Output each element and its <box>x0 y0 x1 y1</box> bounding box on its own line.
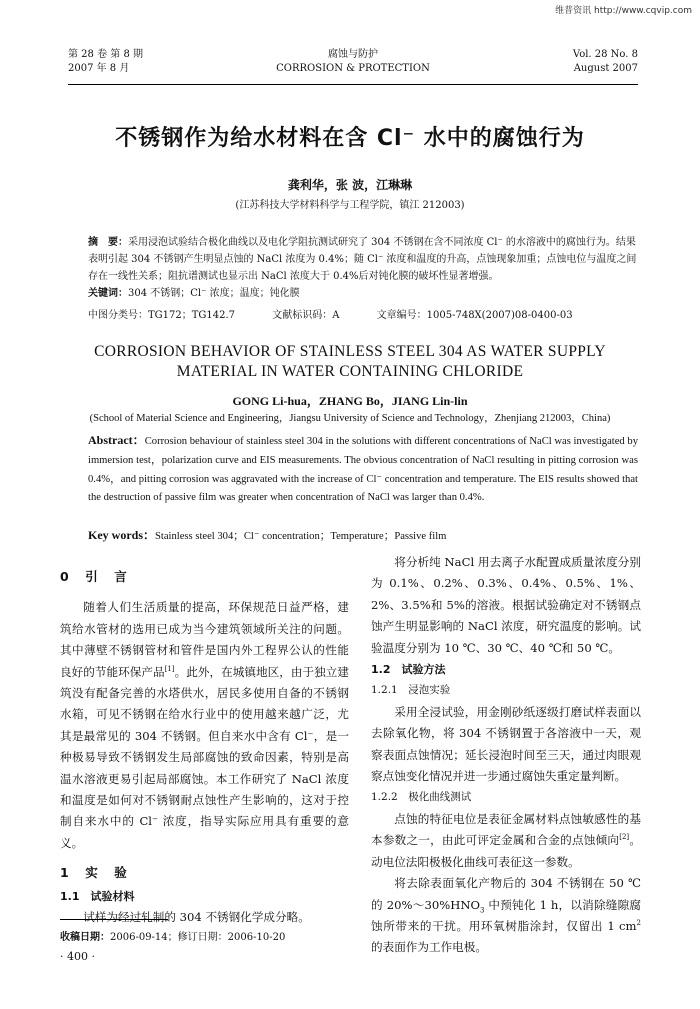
footnote-text: 2006-09-14；修订日期：2006-10-20 <box>110 932 286 943</box>
polarization-text: 点蚀的特征电位是表征金属材料点蚀敏感性的基本参数之一，由此可评定金属和合金的点蚀倾向 <box>371 811 641 848</box>
electrode-text-b: 中预钝化 1 h，以消除缝隙腐蚀所带来的干扰。用环氧树脂涂封，仅留出 1 cm <box>371 897 641 933</box>
intro-paragraph <box>60 597 349 854</box>
page-number: · 400 · <box>60 950 95 963</box>
journal-name-en: CORROSION & PROTECTION <box>276 63 430 74</box>
abstract-cn <box>88 234 638 302</box>
subsection-heading-materials: 1.1 试验材料 <box>60 889 135 903</box>
immersion-paragraph: 采用全浸试验，用金刚砂纸逐级打磨试样表面以去除氧化物，将 304 不锈钢置于各溶液中一天，观察表面点蚀情况；延长浸泡时间至三天，通过肉眼观察点蚀变化情况并进一步通过腐蚀失重定量判断。 <box>371 704 641 784</box>
article-number: 文章编号：1005-748X(2007)08-0400-03 <box>376 310 573 321</box>
date-cn: 2007 年 8 月 <box>68 63 130 74</box>
keywords-en-text: Stainless steel 304；Cl⁻ concentration；Temperature；Passive film <box>155 531 447 542</box>
date-en: August 2007 <box>573 63 638 74</box>
affiliation-cn: (江苏科技大学材料科学与工程学院，镇江 212003) <box>235 200 465 211</box>
abstract-cn-text: 采用浸泡试验结合极化曲线以及电化学阻抗测试研究了 304 不锈钢在含不同浓度 Cl⁻ 的水溶液中的腐蚀行为。结果表明引起 304 不锈钢产生明显点蚀的 NaCl 浓度为 0.4%；随 Cl⁻ 浓度和温度的升高，点蚀现象加重；点蚀电位与温度之间存在一线性关系；阻抗谱测试也显示出 NaCl 浓度大于 0.4%后对钝化膜的破坏性显著增强。 <box>88 237 637 282</box>
paper-title-cn: 不锈钢作为给水材料在含 Cl⁻ 水中的腐蚀行为 <box>115 126 585 151</box>
title-en-line2: MATERIAL IN WATER CONTAINING CHLORIDE <box>176 363 524 380</box>
subsubsection-heading-immersion: 1.2.1 浸泡实验 <box>371 684 451 697</box>
electrode-text-c: 的表面作为工作电极。 <box>371 940 487 955</box>
right-column <box>371 552 641 959</box>
volume-cn: 第 28 卷 第 8 期 <box>68 49 143 60</box>
abstract-cn-body <box>88 234 638 285</box>
document-code: 文献标识码：A <box>272 310 340 321</box>
electrode-paragraph <box>371 873 641 959</box>
header-center <box>68 48 638 76</box>
authors-en: GONG Li-hua，ZHANG Bo，JIANG Lin-lin <box>232 394 468 408</box>
citation-ref[interactable]: [1] <box>164 664 175 673</box>
abstract-en-text: Corrosion behaviour of stainless steel 304 in the solutions with different concentrations of NaCl was investigated by immersion test，polarization curve and EIS measurements. The obvious concentration of NaCl resulting in pitting corrosion was 0.4%，and pitting corrosion was aggravated with the increase of Cl⁻ concentration and temperature. The EIS results showed that the destruction of passive film was greater when concentration of NaCl was larger than 0.4%. <box>88 436 638 504</box>
materials-paragraph: 试样为经过轧制的 304 不锈钢化学成分略。 <box>83 910 310 925</box>
polarization-paragraph <box>371 809 641 873</box>
classification-line <box>88 306 638 321</box>
header-rule <box>68 84 638 85</box>
keywords-en-label: Key words： <box>88 528 155 542</box>
received-date-footnote <box>60 928 285 943</box>
abstract-en-label: Abstract： <box>88 433 145 447</box>
electrode-text-a: 将去除表面氧化产物后的 304 不锈钢在 50 ℃的 20%～30%HNO <box>371 876 641 912</box>
solution-paragraph: 将分析纯 NaCl 用去离子水配置成质量浓度分别为 0.1%、0.2%、0.3%、0.4%、0.5%、1%、2%、3.5%和 5%的溶液。根据试验确定对不锈钢点蚀产生明显影响的 NaCl 浓度，研究温度的影响。试验温度分别为 10 ℃、30 ℃、40 ℃和 50 ℃。 <box>371 555 641 655</box>
running-header <box>68 48 638 84</box>
polarization-text-tail: 。动电位法阳极极化曲线可表征这一参数。 <box>371 833 641 869</box>
subsection-heading-method: 1.2 试验方法 <box>371 663 446 677</box>
abstract-en <box>88 431 638 508</box>
section-heading-introduction: 0 引 言 <box>60 569 129 584</box>
subscript: 3 <box>480 905 485 914</box>
intro-text: 随着人们生活质量的提高，环保规范日益严格，建筑给水管材的选用已成为当今建筑领域所关注的问题。其中薄壁不锈钢管材和管件是国内外工程界公认的性能良好的节能环保产品 <box>60 600 349 679</box>
footnote-rule <box>60 919 168 920</box>
abstract-cn-label: 摘 要： <box>88 237 128 248</box>
keywords-en <box>88 526 638 543</box>
clc-number: 中图分类号：TG172；TG142.7 <box>88 310 236 321</box>
footnote-label: 收稿日期： <box>60 932 110 943</box>
title-en-line1: CORROSION BEHAVIOR OF STAINLESS STEEL 304 AS WATER SUPPLY <box>94 343 606 360</box>
authors-cn: 龚利华，张 波，江琳琳 <box>287 178 413 192</box>
header-right <box>573 48 638 76</box>
keywords-cn-label: 关键词： <box>88 288 128 299</box>
subsubsection-heading-polarization: 1.2.2 极化曲线测试 <box>371 791 472 804</box>
left-column <box>60 552 349 929</box>
citation-ref[interactable]: [2] <box>619 833 630 842</box>
watermark: 维普资讯 http://www.cqvip.com <box>555 6 692 16</box>
keywords-cn-text: 304 不锈钢；Cl⁻ 浓度；温度；钝化膜 <box>128 288 300 299</box>
keywords-cn <box>88 285 638 302</box>
superscript: 2 <box>636 919 641 928</box>
intro-text-cont: 。此外，在城镇地区，由于独立建筑没有配备完善的水塔供水，居民多使用自备的不锈钢水箱，可见不锈钢在给水行业中的使用越来越广泛，尤其是最常见的 304 不锈钢。但自来水中含有 Cl⁻，是一种极易导致不锈钢发生局部腐蚀的致命因素，特别是高温水溶液更易引起局部腐蚀。本工作研究了 NaCl 浓度和温度是如何对不锈钢耐点蚀性产生影响的，这对于控制自来水中的 Cl⁻ 浓度，指导实际应用具有重要的意义。 <box>60 664 349 850</box>
section-heading-experiment: 1 实 验 <box>60 865 129 881</box>
affiliation-en: (School of Material Science and Engineering，Jiangsu University of Science and Technology，Zhenjiang 212003，China) <box>89 413 611 424</box>
volume-en: Vol. 28 No. 8 <box>572 49 638 60</box>
paper-title-en <box>0 342 700 382</box>
journal-name-cn: 腐蚀与防护 <box>328 49 378 60</box>
